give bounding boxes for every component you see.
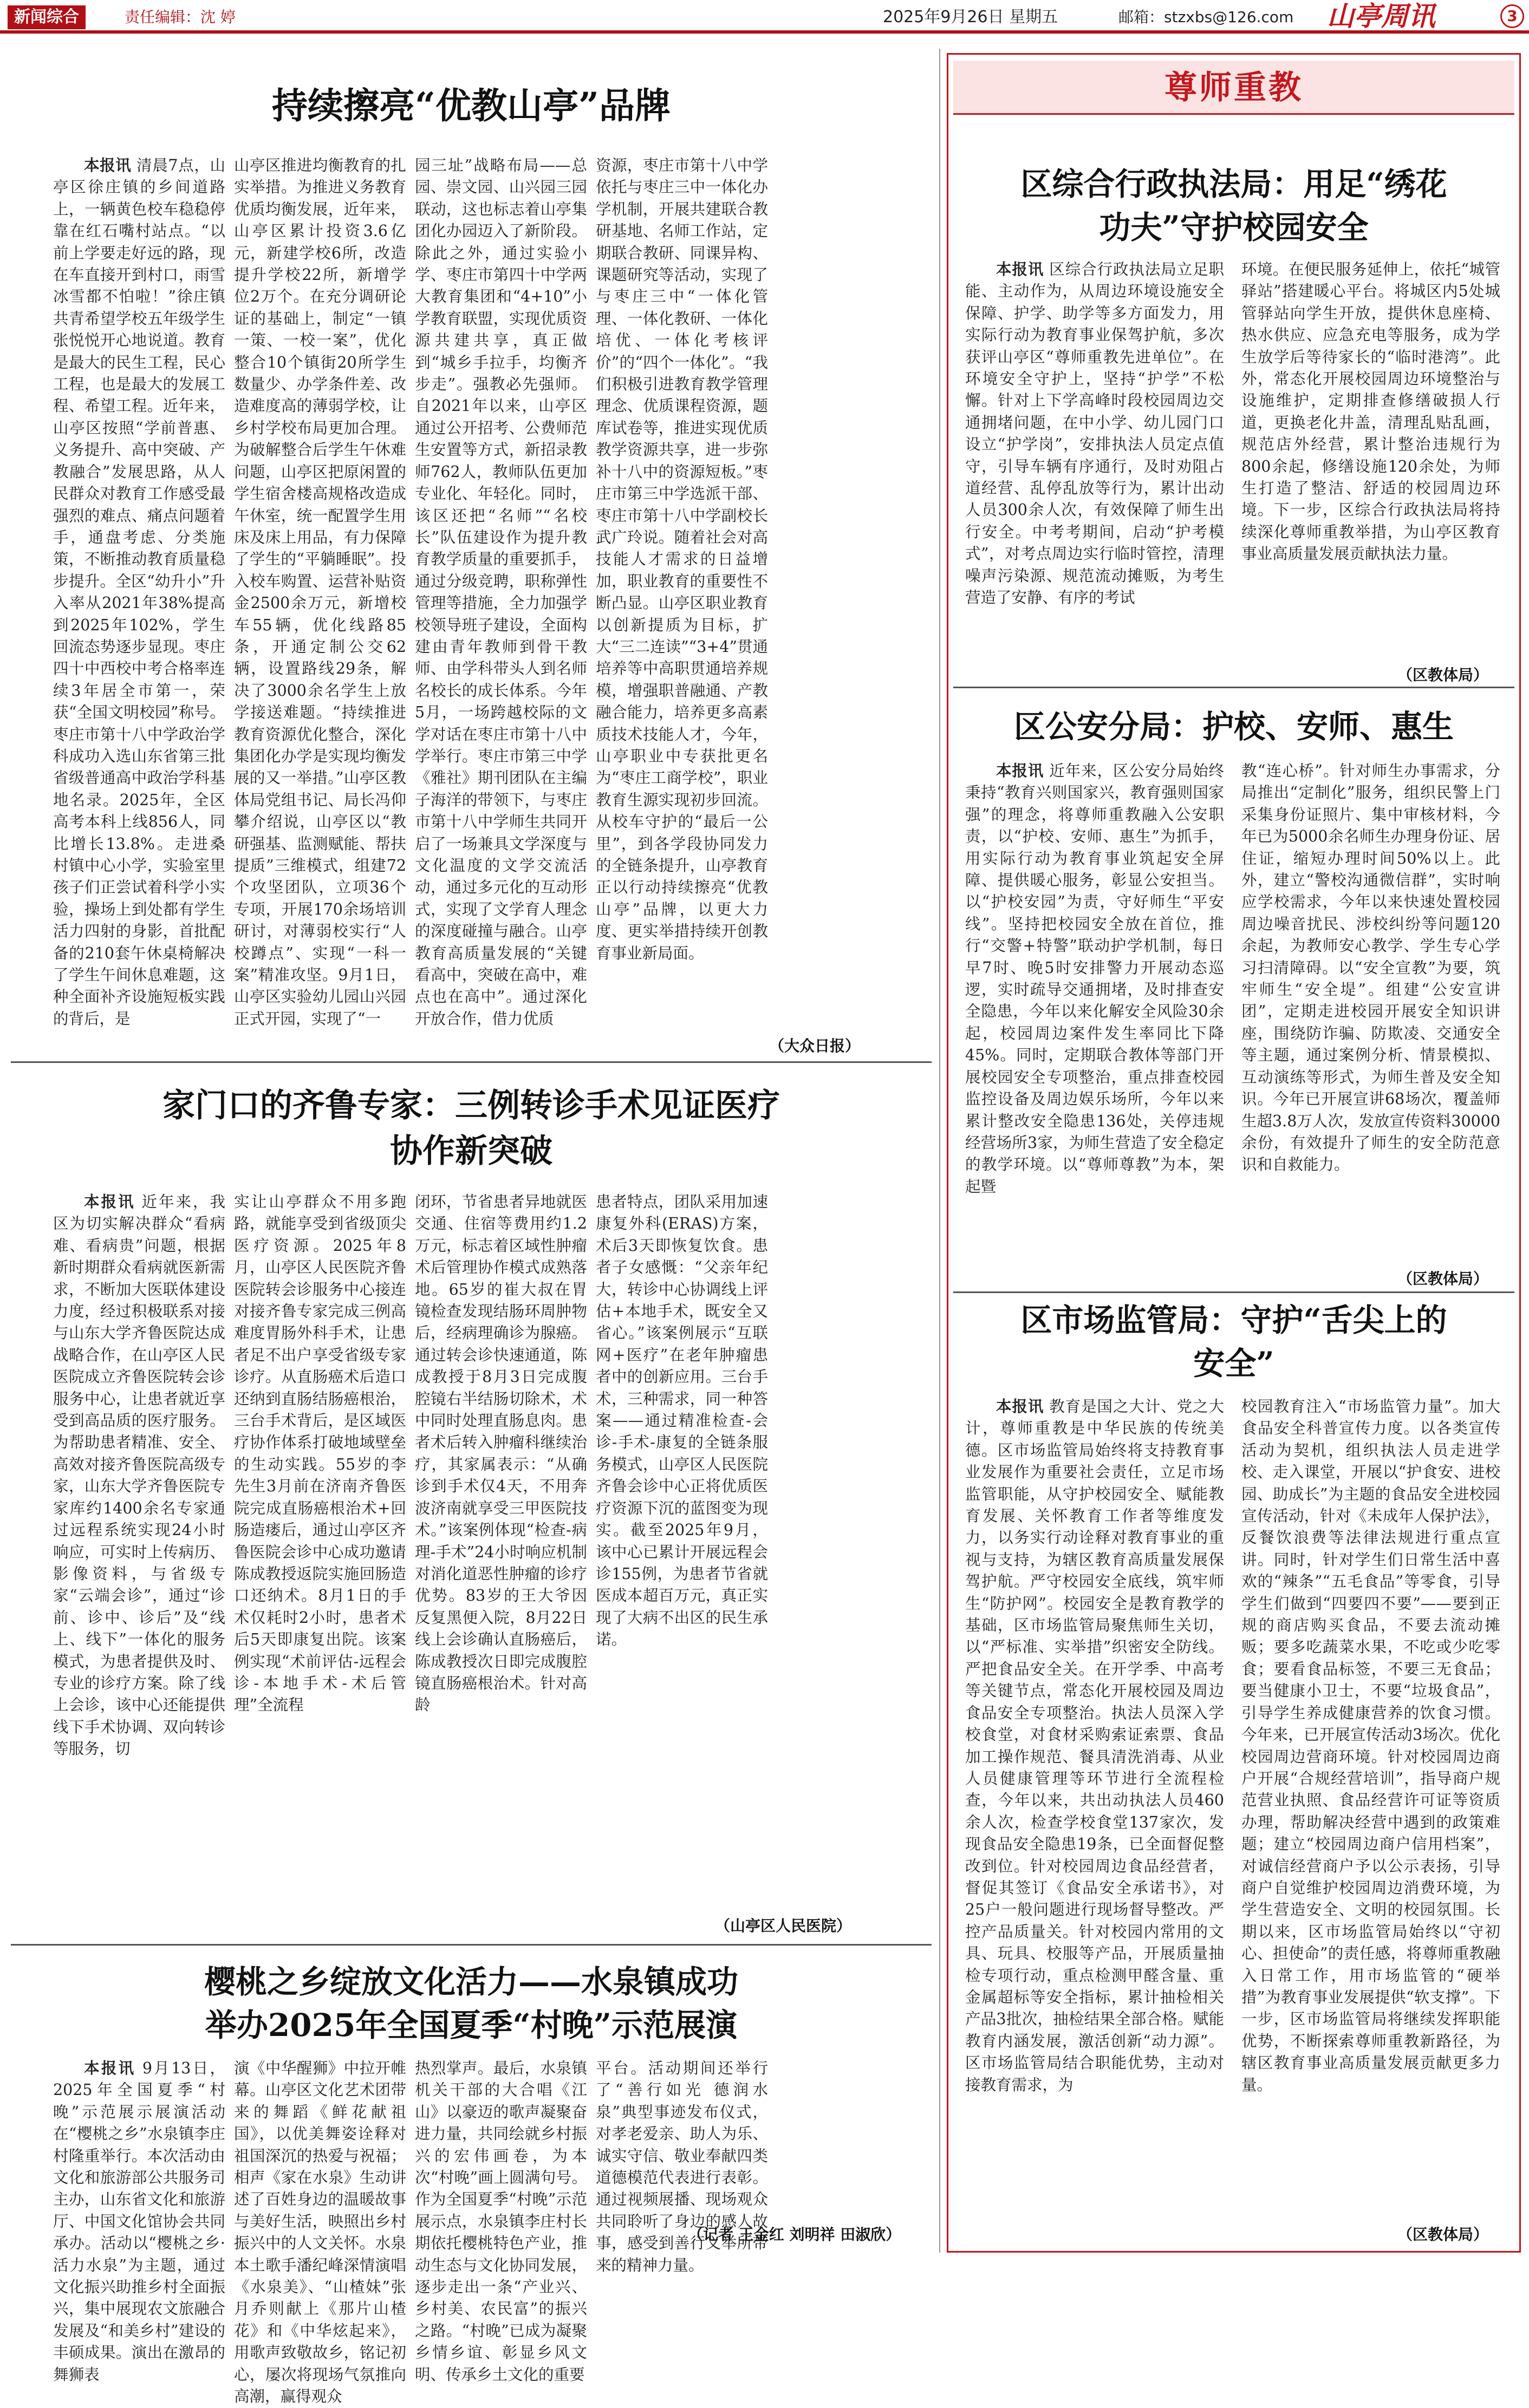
- right-article-3-headline-line-2: 安全”: [1193, 1345, 1274, 1382]
- right-article-1-lead: 本报讯: [996, 260, 1044, 278]
- article-3-headline: [11, 1960, 932, 2047]
- article-1-lead: 本报讯: [84, 156, 132, 174]
- article-1-col-4: [596, 155, 768, 1010]
- right-article-2-col-2: [1241, 760, 1500, 1264]
- article-1-text-3: 园三址”战略布局——总园、崇文园、山兴园三园联动，这也标志着山亭集团化办园迈入了新阶段。除此之外，通过实验小学、枣庄市第四十中学两大教育集团和“4+10”小学教育联盟，实现优质资源共建共享，真正做到“城乡手拉手，均衡齐步走”。强教必先强师。自2021年以来，山亭区通过公开招考、公费师范生安置等方式，新招录教师762人，教师队伍更加专业化、年轻化。同时，该区还把“名师”“名校长”队伍建设作为提升教育教学质量的重要抓手，通过分级竞聘，职称弹性管理等措施，全力加强学校领导班子建设，全面构建由青年教师到骨干教师、由学科带头人到名师名校长的成长体系。今年5月，一场跨越校际的文学对话在枣庄市第十八中学举行。枣庄市第三中学《雅社》期刊团队在主编子海洋的带领下，与枣庄市第十八中学师生共同开启了一场兼具文学深度与文化温度的文学交流活动，通过多元化的互动形式，实现了文学育人理念的深度碰撞与融合。山亭教育高质量发展的“关键看高中，突破在高中，难点也在高中”。通过深化开放合作，借力优质: [415, 156, 587, 1028]
- article-2-headline-line-2: 协作新突破: [390, 1132, 552, 1170]
- section-label: 新闻综合: [8, 5, 86, 29]
- right-article-1-headline: [953, 162, 1514, 249]
- article-2-text-4: 患者特点，团队采用加速康复外科(ERAS)方案，术后3天即恢复饮食。患者子女感慨：“父亲年纪大，转诊中心协调线上评估+本地手术，既安全又省心。”该案例展示“互联网+医疗”在老年肿瘤患者中的创新应用。三台手术，三种需求，同一种答案——通过精准检查-会诊-手术-康复的全链条服务模式，山亭区人民医院齐鲁会诊中心正将优质医疗资源下沉的蓝图变为现实。截至2025年9月，该中心已累计开展远程会诊155例，为患者节省就医成本超百万元，真正实现了大病不出区的民生承诺。: [596, 1193, 768, 1649]
- editor-credit: 责任编辑：沈 婷: [125, 8, 236, 26]
- right-article-3-lead: 本报讯: [996, 1398, 1044, 1415]
- article-1-col-3: [415, 155, 587, 1028]
- article-2-col-3: [415, 1191, 587, 1884]
- right-article-3-headline: [953, 1298, 1514, 1385]
- article-3-text-3: 热烈掌声。最后，水泉镇机关干部的大合唱《江山》以豪迈的歌声凝聚奋进力量，共同绘就乡村振兴的宏伟画卷，为本次“村晚”画上圆满句号。作为全国夏季“村晚”示范展示点，水泉镇李庄村长期依托樱桃特色产业，推动生态与文化协同发展，逐步走出一条“产业兴、乡村美、农民富”的振兴之路。“村晚”已成为凝聚乡情乡谊、彰显乡风文明、传承乡土文化的重要: [415, 2059, 587, 2384]
- article-2-headline: [11, 1083, 932, 1174]
- article-2-source: （山亭区人民医院）: [715, 1917, 852, 1935]
- article-1-text-1: 清晨7点，山亭区徐庄镇的乡间道路上，一辆黄色校车稳稳停靠在红石嘴村站点。“以前上学要走好远的路，现在车直接开到村口，雨雪冰雪都不怕啦！”徐庄镇共青希望学校五年级学生张悦悦开心地说道。教育是最大的民生工程，民心工程，也是最大的发展工程、希望工程。近年来，山亭区按照“学前普惠、义务提升、高中突破、产教融合”发展思路，从人民群众对教育工作感受最强烈的难点、痛点问题着手，通盘考虑、分类施策，不断推动教育质量稳步提升。全区“幼升小”升入率从2021年38%提高到2025年102%，学生回流态势逐步显现。枣庄四十中西校中考合格率连续3年居全市第一，荣获“全国文明校园”称号。枣庄市第十八中学政治学科成功入选山东省第三批省级普通高中政治学科基地名录。2025年，全区高考本科上线856人，同比增长13.8%。走进桑村镇中心小学，实验室里孩子们正尝试着科学小实验，操场上到处都有学生活力四射的身影，首批配备的210套午休桌椅解决了学生午间休息难题，这种全面补齐设施短板实践的背后，是: [53, 156, 225, 1028]
- right-article-3-source: （区教体局）: [1397, 2226, 1489, 2243]
- right-article-1-text-1: 区综合行政执法局立足职能、主动作为，从周边环境设施安全保障、护学、助学等多方面发力，用实际行动为教育事业保驾护航，多次获评山亭区“尊师重教先进单位”。在环境安全守护上，坚持“护学”不松懈。针对上下学高峰时段校园周边交通拥堵问题，在中小学、幼儿园门口设立“护学岗”，安排执法人员定点值守，引导车辆有序通行，及时劝阻占道经营、乱停乱放等行为，累计出动人员300余人次，有效保障了师生出行安全。中考考期间，启动“护考模式”，对考点周边实行临时管控，清理噪声污染源、规范流动摊贩，为考生营造了安静、有序的考试: [965, 260, 1224, 607]
- article-1-col-1: [53, 155, 225, 1028]
- right-article-3-text-1: 教育是国之大计、党之大计，尊师重教是中华民族的传统美德。区市场监管局始终将支持教育事业发展作为重要社会责任，立足市场监管职能，从守护校园安全、赋能教育发展、关怀教育工作者等维度发力，以务实行动诠释对教育事业的重视与支持，为辖区教育高质量发展保驾护航。严守校园安全底线，筑牢师生“防护网”。校园安全是教育教学的基础，区市场监管局聚焦师生关切，以“严标准、实举措”织密安全防线。严把食品安全关。在开学季、中高考等关键节点，常态化开展校园及周边食品安全专项整治。执法人员深入学校食堂，对食材采购索证索票、食品加工操作规范、餐具清洗消毒、从业人员健康管理等环节进行全流程检查，今年以来，共出动执法人员460余人次，检查学校食堂137家次，发现食品安全隐患19条，已全面督促整改到位。针对校园周边食品经营者，督促其签订《食品安全承诺书》，对25户一般问题进行现场督导整改。严控产品质量关。针对校园内常用的文具、玩具、校服等产品，开展质量抽检专项行动，重点检测甲醛含量、重金属超标等安全指标，累计抽检相关产品3批次，抽检结果全部合格。赋能教育内涵发展，激活创新“动力源”。区市场监管局结合职能优势，主动对接教育需求，为: [965, 1398, 1224, 2094]
- right-article-1-col-2: [1241, 259, 1500, 660]
- article-3-headline-line-1: 樱桃之乡绽放文化活力——水泉镇成功: [204, 1963, 738, 2000]
- article-2-text-3: 闭环，节省患者异地就医交通、住宿等费用约1.2万元，标志着区域性肿瘤术后管理协作模式成熟落地。65岁的崔大叔在胃镜检查发现结肠环周肿物后，经病理确诊为腺癌。通过转会诊快速通道，陈成教授于8月3日完成腹腔镜右半结肠切除术，术中同时处理直肠息肉。患者术后转入肿瘤科继续治疗，其家属表示：“从确诊到手术仅4天，不用奔波济南就享受三甲医院技术。”该案例体现“检查-病理-手术”24小时响应机制对消化道恶性肿瘤的诊疗优势。83岁的王大爷因反复黑便入院，8月22日线上会诊确认直肠癌后，陈成教授次日即完成腹腔镜直肠癌根治术。针对高龄: [415, 1193, 587, 1714]
- article-2-col-2: [234, 1191, 406, 1884]
- article-3-text-1: 9月13日，2025年全国夏季“村晚”示范展示展演活动在“樱桃之乡”水泉镇李庄村隆重举行。本次活动由文化和旅游部公共服务司主办，山东省文化和旅游厅、中国文化馆协会共同承办。活动以“樱桃之乡·活力水泉”为主题，通过文化振兴助推乡村全面振兴，集中展现农文旅融合发展及“和美乡村”建设的丰硕成果。演出在激昂的舞狮表: [53, 2059, 225, 2384]
- right-article-3-col-1: [965, 1396, 1224, 2247]
- article-3-text-4: 平台。活动期间还举行了“善行如光 德润水泉”典型事迹发布仪式，对孝老爱亲、助人为乐、诚实守信、敬业奉献四类道德模范代表进行表彰。通过视频展播、现场观众共同聆听了身边的感人故事，感受到善行义举所带来的精神力量。: [596, 2059, 768, 2274]
- divider: [953, 1291, 1514, 1293]
- divider: [11, 1061, 932, 1063]
- article-2-headline-line-1: 家门口的齐鲁专家：三例转诊手术见证医疗: [162, 1087, 780, 1125]
- right-article-1-headline-line-1: 区综合行政执法局：用足“绣花: [1020, 166, 1447, 203]
- feature-banner-title: 尊师重教: [1164, 69, 1303, 107]
- right-article-3-col-2: [1241, 1396, 1500, 2219]
- right-article-2-lead: 本报讯: [996, 762, 1044, 780]
- article-1-text-4: 资源，枣庄市第十八中学依托与枣庄三中一体化办学机制，开展共建联合教研基地、名师工作站，定期联合教研、同课异构、课题研究等活动，实现了与枣庄三中“一体化管理、一体化教研、一体化培优、一体化考核评价”的“四个一体化”。“我们积极引进教育教学管理理念、优质课程资源，题库试卷等，推进实现优质教学资源共享，进一步弥补十八中的资源短板。”枣庄市第三中学选派干部、枣庄市第十八中学副校长武广玲说。随着社会对高技能人才需求的日益增加，职业教育的重要性不断凸显。山亭区职业教育以创新提质为目标，扩大“三二连读”“3+4”贯通培养等中高职贯通培养规模，增强职普融通、产教融合能力，培养更多高素质技术技能人才，今年，山亭职业中专获批更名为“枣庄工商学校”，职业教育生源实现初步回流。从校车守护的“最后一公里”，到各学段协同发力的全链条提升，山亭教育正以行动持续擦亮“优教山亭”品牌，以更大力度、更实举措持续开创教育事业新局面。: [596, 156, 768, 962]
- article-3-lead: 本报讯: [84, 2059, 136, 2077]
- newspaper-logo: 山亭周讯: [1327, 0, 1435, 32]
- right-article-2-text-2: 教“连心桥”。针对师生办事需求，分局推出“定制化”服务，组织民警上门采集身份证照片、集中审核材料，今年已为5000余名师生办理身份证、居住证，缩短办理时间50%以上。此外，建立“警校沟通微信群”，实时响应学校需求，今年以来快速处置校园周边噪音扰民、涉校纠纷等问题120余起，为教师安心教学、学生专心学习扫清障碍。以“安全宣教”为要，筑牢师生“安全堤”。组建“公安宣讲团”，定期走进校园开展安全知识讲座，围绕防诈骗、防欺凌、交通安全等主题，通过案例分析、情景模拟、互动演练等形式，为师生普及安全知识。今年已开展宣讲68场次，覆盖师生超3.8万人次，发放宣传资料30000余份，有效提升了师生的安全防范意识和自救能力。: [1241, 762, 1500, 1174]
- article-3-source: （记者 王金红 刘明祥 田淑欣）: [688, 2226, 901, 2243]
- article-3-text-2: 演《中华醒狮》中拉开帷幕。山亭区文化艺术团带来的舞蹈《鲜花献祖国》，以优美舞姿诠释对祖国深沉的热爱与祝福；相声《家在水泉》生动讲述了百姓身边的温暖故事与美好生活，映照出乡村振兴中的人文关怀。水泉本土歌手潘纪峰深情演唱《水泉美》、“山楂妹”张月乔则献上《那片山楂花》和《中华炫起来》，用歌声致敬故乡，铭记初心，屡次将现场气氛推向高潮，赢得观众: [234, 2059, 406, 2406]
- divider: [953, 687, 1514, 688]
- right-article-1-col-1: [965, 259, 1224, 686]
- right-article-2-col-1: [965, 760, 1224, 1291]
- article-2-col-1: [53, 1191, 225, 1884]
- page-header: [0, 0, 1529, 34]
- article-1-headline: 持续擦亮“优教山亭”品牌: [272, 84, 671, 127]
- feature-banner: [953, 61, 1514, 115]
- article-3-col-1: [53, 2058, 225, 2384]
- right-article-2-text-1: 近年来，区公安分局始终秉持“教育兴则国家兴，教育强则国家强”的理念，将尊师重教融入公安职责，以“护校、安师、惠生”为抓手，用实际行动为教育事业筑起安全屏障、提供暖心服务，彰显公安担当。以“护校安园”为责，守好师生“平安线”。坚持把校园安全放在首位，推行“交警+特警”联动护学机制，每日早7时、晚5时安排警力开展动态巡逻，实时疏导交通拥堵，及时排查安全隐患，今年以来化解安全风险30余起，校园周边案件发生率同比下降45%。同时，定期联合教体等部门开展校园安全专项整治，重点排查校园监控设备及周边娱乐场所，今年以来累计整改安全隐患136处，关停违规经营场所3家，为师生营造了安全稳定的教学环境。以“尊师尊教”为本，架起暨: [965, 762, 1224, 1196]
- right-article-1-headline-line-2: 功夫”守护校园安全: [1099, 209, 1369, 246]
- article-2-text-2: 实让山亭群众不用多跑路，就能享受到省级顶尖医疗资源。2025年8月，山亭区人民医院齐鲁医院转会诊服务中心接连对接齐鲁专家完成三例高难度胃肠外科手术，让患者足不出户享受省级专家诊疗。从直肠癌术后造口还纳到直肠结肠癌根治，三台手术背后，是区域医疗协作体系打破地域壁垒的生动实践。55岁的李先生3月前在济南齐鲁医院完成直肠癌根治术+回肠造瘘后，通过山亭区齐鲁医院会诊中心成功邀请陈成教授返院实施回肠造口还纳术。8月1日的手术仅耗时2小时，患者术后5天即康复出院。该案例实现“术前评估-远程会诊-本地手术-术后管理”全流程: [234, 1193, 406, 1714]
- column-divider: [939, 49, 940, 2253]
- article-2-col-4: [596, 1191, 768, 1884]
- right-article-3-text-2: 校园教育注入“市场监管力量”。加大食品安全科普宣传力度。以各类宣传活动为契机，组织执法人员走进学校、走入课堂，开展以“护食安、进校园、助成长”为主题的食品安全进校园宣传活动，针对《未成年人保护法》，反餐饮浪费等法律法规进行重点宣讲。同时，针对学生们日常生活中喜欢的“辣条”“五毛食品”等零食，引导学生们做到“四要四不要”——要到正规的商店购买食品，不要去流动摊贩；要多吃蔬菜水果，不吃或少吃零食；要看食品标签，不要三无食品；要当健康小卫士，不要“垃圾食品”，引导学生养成健康营养的饮食习惯。今年来，已开展宣传活动3场次。优化校园周边营商环境。针对校园周边商户开展“合规经营培训”，指导商户规范营业执照、食品经营许可证等资质办理，帮助解决经营中遇到的政策难题；建立“校园周边商户信用档案”，对诚信经营商户予以公示表扬，引导商户自觉维护校园周边消费环境，为学生营造安全、文明的校园氛围。长期以来，区市场监管局始终以“守初心、担使命”的责任感，将尊师重教融入日常工作，用市场监管的“硬举措”为教育事业发展提供“软支撑”。下一步，区市场监管局将继续发挥职能优势，不断探索尊师重教新路径，为辖区教育事业高质量发展贡献更多力量。: [1241, 1398, 1500, 2094]
- page-number: 3: [1500, 4, 1524, 28]
- article-1-source: （大众日报）: [769, 1037, 861, 1055]
- right-article-1-source: （区教体局）: [1397, 666, 1489, 684]
- article-3-col-3: [415, 2058, 587, 2384]
- article-1-col-2: [234, 155, 406, 1028]
- issue-date: 2025年9月26日 星期五: [883, 8, 1058, 27]
- article-3-headline-line-2: 举办2025年全国夏季“村晚”示范展演: [205, 2007, 738, 2044]
- article-3-col-4: [596, 2058, 768, 2274]
- divider: [11, 1944, 932, 1946]
- contact-email: 邮箱：stzxbs@126.com: [1118, 8, 1294, 26]
- right-article-2-headline: 区公安分局：护校、安师、惠生: [1013, 708, 1454, 745]
- right-article-3-headline-line-1: 区市场监管局：守护“舌尖上的: [1020, 1302, 1447, 1339]
- article-3-col-2: [234, 2058, 406, 2406]
- right-article-2-source: （区教体局）: [1397, 1270, 1489, 1288]
- article-2-text-1: 近年来，我区为切实解决群众“看病难、看病贵”问题，根据新时期群众看病就医新需求，不断加大医联体建设力度，经过积极联系对接与山东大学齐鲁医院达成战略合作，在山亭区人民医院成立齐鲁医院转会诊服务中心，让患者就近享受到高品质的医疗服务。为帮助患者精准、安全、高效对接齐鲁医院高级专家，山东大学齐鲁医院专家库约1400余名专家通过远程系统实现24小时响应，可实时上传病历、影像资料，与省级专家“云端会诊”，通过“诊前、诊中、诊后”及“线上、线下”一体化的服务模式，为患者提供及时、专业的诊疗方案。除了线上会诊，该中心还能提供线下手术协调、双向转诊等服务，切: [53, 1193, 225, 1758]
- article-2-lead: 本报讯: [84, 1193, 135, 1211]
- article-1-text-2: 山亭区推进均衡教育的扎实举措。为推进义务教育优质均衡发展，近年来，山亭区累计投资3.6亿元，新建学校6所，改造提升学校22所，新增学位2万个。在充分调研论证的基础上，制定“一镇一策、一校一案”，优化整合10个镇街20所学生数量少、办学条件差、改造难度高的薄弱学校，让乡村学校布局更加合理。为破解整合后学生午休难问题，山亭区把原闲置的学生宿舍楼高规格改造成午休室，统一配置学生用床及床上用品，有力保障了学生的“平躺睡眠”。投入校车购置、运营补贴资金2500余万元，新增校车55辆，优化线路85条，开通定制公交62辆，设置路线29条，解决了3000余名学生上放学接送难题。“持续推进教育资源优化整合，深化集团化办学是实现均衡发展的又一举措。”山亭区教体局党组书记、局长冯仰攀介绍说，山亭区以“教研强基、监测赋能、帮扶提质”三维模式，组建72个攻坚团队，立项36个专项，开展170余场培训研讨，对薄弱校实行“人校蹲点”、实现“一科一案”精准攻坚。9月1日，山亭区实验幼儿园山兴园正式开园，实现了“一: [234, 156, 406, 1028]
- right-article-1-text-2: 环境。在便民服务延伸上，依托“城管驿站”搭建暖心平台。将城区内5处城管驿站向学生开放，提供休息座椅、热水供应、应急充电等服务，成为学生放学后等待家长的“临时港湾”。此外，常态化开展校园周边环境整治与设施维护，定期排查修缮破损人行道，更换老化井盖，清理乱贴乱画，规范店外经营，累计整治违规行为800余起，修缮设施120余处，为师生打造了整洁、舒适的校园周边环境。下一步，区综合行政执法局将持续深化尊师重教举措，为山亭区教育事业高质量发展贡献执法力量。: [1241, 260, 1500, 563]
